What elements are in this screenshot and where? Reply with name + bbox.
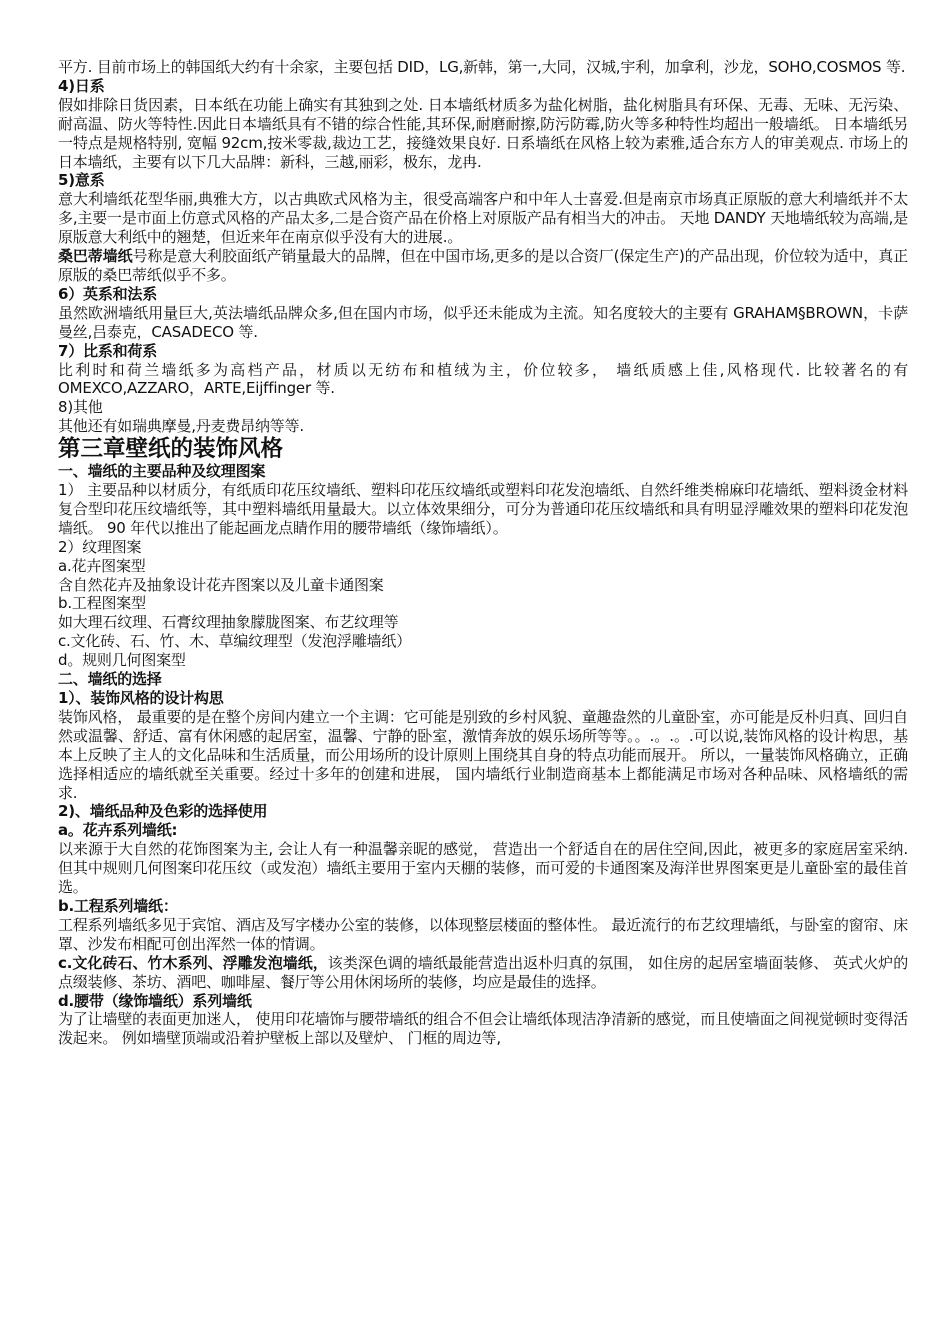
paragraph-korea-brands: 平方. 目前市场上的韩国纸大约有十余家，主要包括 DID，LG,新韩，第一,大同，汉城,宇利，加拿利，沙龙，SOHO,COSMOS 等. bbox=[58, 58, 906, 76]
heading-belgium-netherlands: 7）比系和荷系 bbox=[58, 341, 158, 360]
paragraph-culture-series bbox=[58, 954, 908, 992]
pattern-a-desc: 含自然花卉及抽象设计花卉图案以及儿童卡通图案 bbox=[58, 575, 384, 594]
heading-engineering-series: b.工程系列墙纸： bbox=[58, 896, 178, 915]
heading-flower-series: a。花卉系列墙纸: bbox=[58, 821, 178, 840]
heading-section-2-2: 2)、墙纸品种及色彩的选择使用 bbox=[58, 802, 268, 821]
paragraph-sangba bbox=[58, 247, 908, 285]
chapter-title: 第三章壁纸的装饰风格 bbox=[58, 436, 284, 463]
paragraph-engineering-series: 工程系列墙纸多见于宾馆、酒店及写字楼办公室的装修，以体现整层楼面的整体性。 最近流行的布艺纹理墙纸，与卧室的窗帘、床罩、沙发布相配可创出浑然一体的情调。 bbox=[58, 915, 908, 953]
paragraph-belgium-netherlands: 比利时和荷兰墙纸多为高档产品，材质以无纺布和植绒为主，价位较多， 墙纸质感上佳,风格现代. 比较著名的有 OMEXCO,AZZARO，ARTE,Eijffinger 等. bbox=[58, 360, 908, 398]
sangba-brand-name: 桑巴蒂墙纸 bbox=[58, 247, 133, 266]
heading-japan: 4)日系 bbox=[58, 76, 105, 95]
pattern-c-title: c.文化砖、石、竹、木、草编纹理型（发泡浮雕墙纸） bbox=[58, 632, 412, 651]
paragraph-flower-series: 以来源于大自然的花饰图案为主, 会让人有一种温馨亲昵的感觉， 营造出一个舒适自在的居住空间,因此，被更多的家庭居室采纳.但其中规则几何图案印花压纹（或发泡）墙纸主要用于室内天棚的装修，而可爱的卡通图案及海洋世界图案更是儿童卧室的最佳首选。 bbox=[58, 840, 908, 897]
heading-italy: 5)意系 bbox=[58, 171, 105, 190]
pattern-a-title: a.花卉图案型 bbox=[58, 556, 146, 575]
paragraph-texture-patterns: 2）纹理图案 bbox=[58, 537, 142, 556]
paragraph-belt-series: 为了让墙壁的表面更加迷人， 使用印花墙饰与腰带墙纸的组合不但会让墙纸体现洁净清新的感觉，而且使墙面之间视觉顿时变得活泼起来。 例如墙壁顶端或沿着护壁板上部以及壁炉、 门框的周边等, bbox=[58, 1010, 908, 1048]
paragraph-uk-france: 虽然欧洲墙纸用量巨大,英法墙纸品牌众多,但在国内市场，似乎还未能成为主流。知名度较大的主要有 GRAHAM§BROWN，卡萨曼丝,吕泰克，CASADECO 等. bbox=[58, 303, 908, 341]
heading-uk-france: 6）英系和法系 bbox=[58, 284, 158, 303]
heading-belt-series: d.腰带（缘饰墙纸）系列墙纸 bbox=[58, 991, 252, 1010]
culture-series-title: c.文化砖石、竹木系列、浮雕发泡墙纸， bbox=[58, 953, 328, 972]
heading-section-1: 一、墙纸的主要品种及纹理图案 bbox=[58, 462, 266, 481]
paragraph-other: 其他还有如瑞典摩曼,丹麦费昂纳等等. bbox=[58, 417, 304, 436]
heading-section-2: 二、墙纸的选择 bbox=[58, 670, 162, 689]
culture-series-text: 该类深色调的墙纸最能营造出返朴归真的氛围， 如住房的起居室墙面装修、 英式火炉的点缀装修、茶坊、酒吧、咖啡屋、餐厅等公用休闲场所的装修，均应是最佳的选择。 bbox=[58, 953, 908, 991]
paragraph-main-varieties: 1） 主要品种以材质分，有纸质印花压纹墙纸、塑料印花压纹墙纸或塑料印花发泡墙纸、自然纤维类棉麻印花墙纸、塑料烫金材料复合型印花压纹墙纸等，其中塑料墙纸用量最大。以立体效果细分，可分为普通印花压纹墙纸和具有明显浮雕效果的塑料印花发泡墙纸。 90 年代以推出了能起画龙点睛作用的腰带墙纸（缘饰墙纸）。 bbox=[58, 481, 908, 537]
heading-section-2-1: 1）、装饰风格的设计构思 bbox=[58, 689, 224, 707]
paragraph-design-concept: 装饰风格， 最重要的是在整个房间内建立一个主调：它可能是别致的乡村风貌、童趣盎然的儿童卧室，亦可能是反朴归真、回归自然或温馨、舒适、富有休闲感的起居室，温馨、宁静的卧室，激情奔放的娱乐场所等等。。.。.。.可以说,装饰风格的设计构思，基本上反映了主人的文化品味和生活质量，而公用场所的设计原则上围绕其自身的特点功能而展开。 所以，一量装饰风格确立，正确选择相适应的墙纸就至关重要。经过十多年的创建和进展， 国内墙纸行业制造商基本上都能满足市场对各种品味、风格墙纸的需求. bbox=[58, 707, 908, 802]
sangba-text: 号称是意大利胶面纸产销量最大的品牌，但在中国市场,更多的是以合资厂(保定生产)的产品出现，价位较为适中，真正原版的桑巴蒂纸似乎不多。 bbox=[58, 247, 908, 284]
paragraph-italy: 意大利墙纸花型华丽,典雅大方，以古典欧式风格为主，很受高端客户和中年人士喜爱.但是南京市场真正原版的意大利墙纸并不太多,主要一是市面上仿意式风格的产品太多,二是合资产品在价格上对原版产品有相当大的冲击。 天地 DANDY 天地墙纸较为高端,是原版意大利纸中的翘楚，但近来年在南京似乎没有大的进展.。 bbox=[58, 190, 908, 247]
paragraph-japan: 假如排除日货因素，日本纸在功能上确实有其独到之处. 日本墙纸材质多为盐化树脂，盐化树脂具有环保、无毒、无味、无污染、耐高温、防火等特性.因此日本墙纸具有不错的综合性能,其环保,耐磨耐擦,防污防霉,防火等多种特性均超出一般墙纸。 日本墙纸另一特点是规格特别, 宽幅 92cm,按米零裁,裁边工艺，接缝效果良好. 日系墙纸在风格上较为素雅,适合东方人的审美观点. 市场上的日本墙纸，主要有以下几大品牌：新科，三越,丽彩，极东，龙冉. bbox=[58, 95, 908, 171]
pattern-b-desc: 如大理石纹理、石膏纹理抽象朦胧图案、布艺纹理等 bbox=[58, 613, 399, 632]
pattern-b-title: b.工程图案型 bbox=[58, 594, 146, 613]
pattern-d-title: d。规则几何图案型 bbox=[58, 651, 186, 670]
heading-other: 8)其他 bbox=[58, 398, 103, 417]
